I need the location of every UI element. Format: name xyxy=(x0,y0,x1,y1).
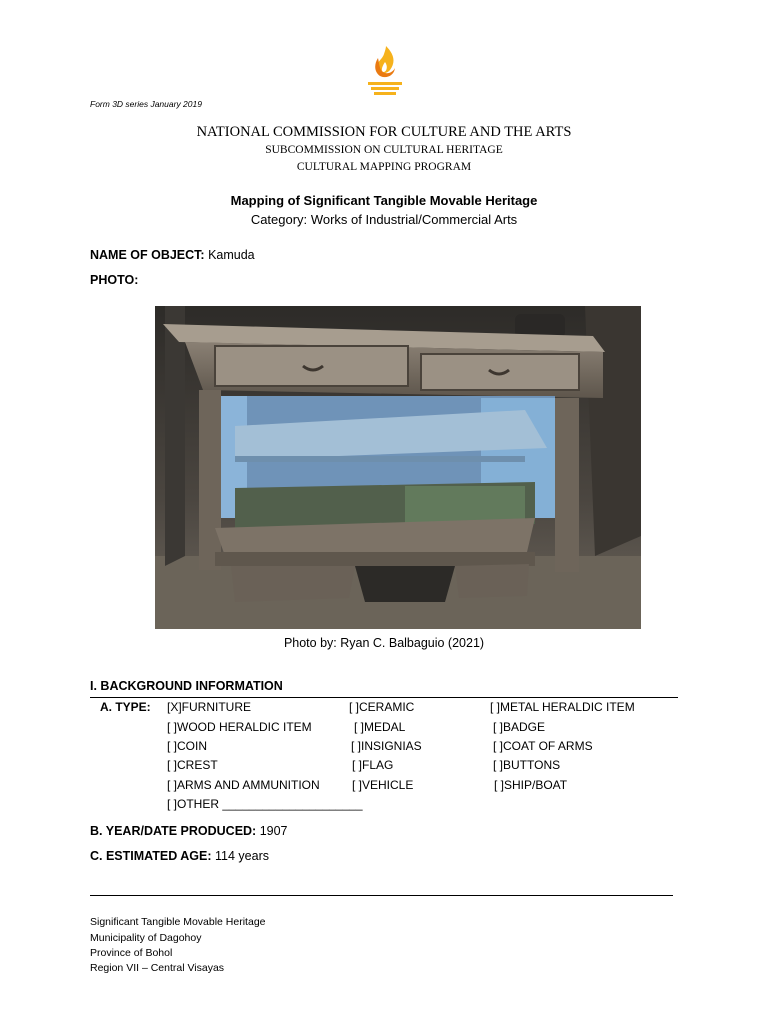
ncca-logo-icon xyxy=(364,44,406,100)
subcommission-name: SUBCOMMISSION ON CULTURAL HERITAGE xyxy=(265,144,503,156)
category-label: Category: xyxy=(250,212,308,227)
footer-line: Region VII – Central Visayas xyxy=(90,962,225,974)
section-heading: I. BACKGROUND INFORMATION xyxy=(90,679,283,693)
photo-label-row xyxy=(90,273,138,287)
type-option: [ ]BADGE xyxy=(493,720,546,734)
type-option: [ ]CREST xyxy=(167,758,218,772)
footer-line: Municipality of Dagohoy xyxy=(90,932,202,944)
type-label: A. TYPE: xyxy=(100,700,151,714)
type-option: [ ]VEHICLE xyxy=(352,778,414,792)
object-name-row xyxy=(90,248,255,262)
category-value: Works of Industrial/Commercial Arts xyxy=(310,212,518,227)
type-option: [ ]ARMS AND AMMUNITION xyxy=(167,778,320,792)
age-row xyxy=(90,849,269,863)
type-option: [ ]METAL HERALDIC ITEM xyxy=(490,700,635,714)
type-option: [ ]FLAG xyxy=(352,758,394,772)
footer-line: Significant Tangible Movable Heritage xyxy=(90,916,266,928)
section-divider xyxy=(90,697,678,698)
program-name: CULTURAL MAPPING PROGRAM xyxy=(296,161,472,173)
type-option: [ ]BUTTONS xyxy=(493,758,561,772)
type-option: [ ]INSIGNIAS xyxy=(351,739,422,753)
document-title: Mapping of Significant Tangible Movable Heritage xyxy=(230,193,538,208)
year-label: B. YEAR/DATE PRODUCED: xyxy=(90,824,257,838)
form-code: Form 3D series January 2019 xyxy=(90,99,202,109)
type-option: [ ]COIN xyxy=(167,739,208,753)
type-option: [ ]COAT OF ARMS xyxy=(493,739,593,753)
footer-line: Province of Bohol xyxy=(90,947,173,959)
photo-caption: Photo by: Ryan C. Balbaguio (2021) xyxy=(283,636,485,650)
type-option: [ ]SHIP/BOAT xyxy=(494,778,568,792)
agency-name: NATIONAL COMMISSION FOR CULTURE AND THE ARTS xyxy=(196,124,572,140)
age-label: C. ESTIMATED AGE: xyxy=(90,849,212,863)
category-line xyxy=(0,212,768,227)
object-photo xyxy=(155,306,641,629)
type-option: [X]FURNITURE xyxy=(167,700,251,714)
year-value: 1907 xyxy=(259,824,288,838)
photo-label: PHOTO: xyxy=(90,273,139,287)
footer-divider xyxy=(90,895,673,896)
object-name-value: Kamuda xyxy=(208,248,255,262)
age-value: 114 years xyxy=(215,849,269,863)
year-row xyxy=(90,824,288,838)
object-name-label: NAME OF OBJECT: xyxy=(90,248,205,262)
type-option: [ ]OTHER _____________________ xyxy=(167,797,363,811)
type-option: [ ]MEDAL xyxy=(354,720,406,734)
type-option: [ ]WOOD HERALDIC ITEM xyxy=(167,720,312,734)
type-option: [ ]CERAMIC xyxy=(349,700,415,714)
